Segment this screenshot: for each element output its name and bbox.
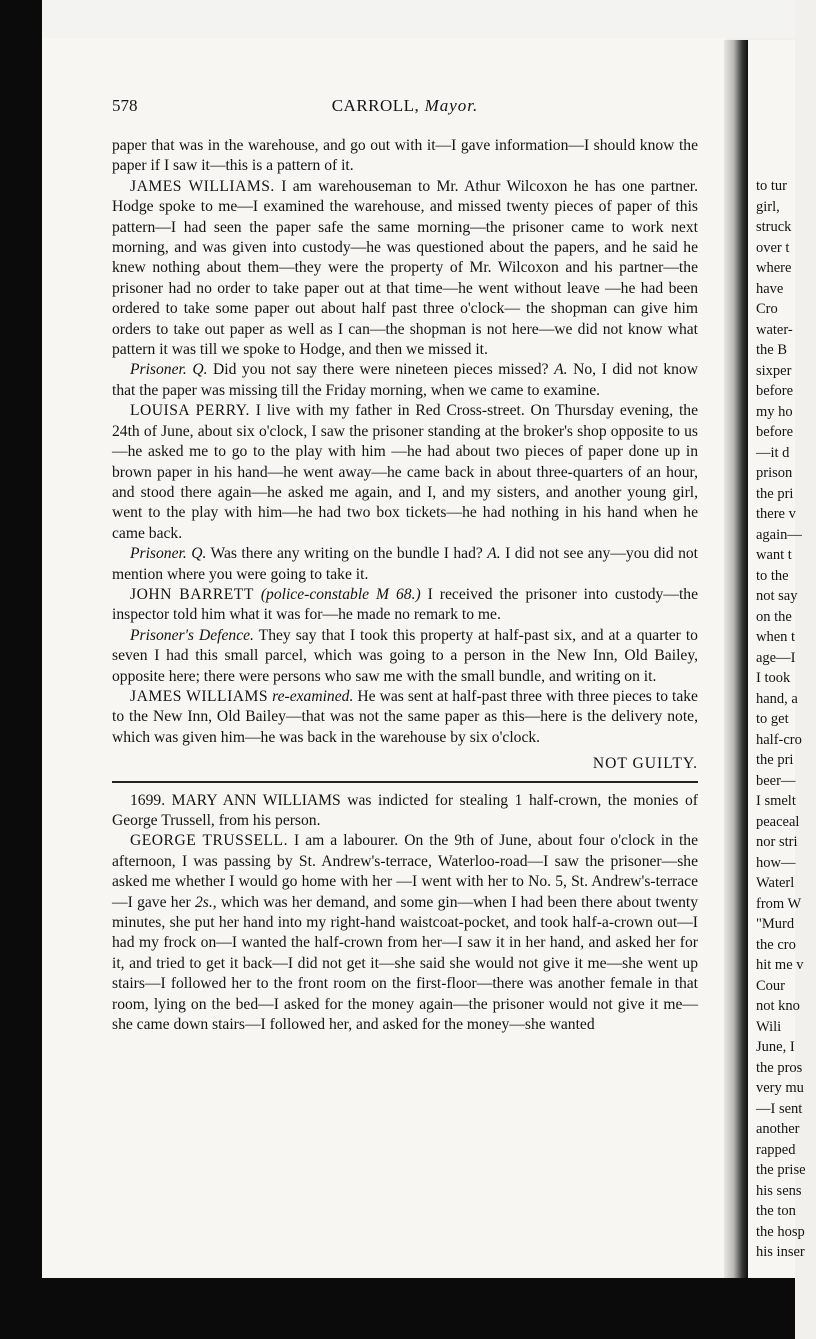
right-page-line: how— xyxy=(756,854,796,871)
right-page-line: Cro xyxy=(756,301,778,317)
right-page-text xyxy=(756,176,816,1263)
right-page-line: not say xyxy=(756,588,798,604)
testimony-james-williams: JAMES WILLIAMS. I am warehouseman to Mr. Athur Wilcoxon he has one partner. Hodge spoke to me—I examined the warehouse, and missed twenty pieces of paper of this pattern—I had seen the paper safe the same morning—the prisoner came to work next morning, and was given into custody—he was questioned about the papers, and he said he knew nothing about them—they were the property of Mr. Wilcoxon and his partner—the prisoner had no order to take paper out at that time—he went without leave —he had been ordered to take some paper out about half past three o'clock— the shopman can give him orders to take out paper as well as I can—the shopman is not here—we did not know what pattern it was till we spoke to Hodge, and then we missed it. xyxy=(112,177,698,359)
paragraph: paper that was in the warehouse, and go out with it—I gave information—I should know the paper if I saw it—this is a pattern of it. xyxy=(112,137,698,175)
right-page-line: when t xyxy=(756,629,796,645)
case-number: 1699. xyxy=(130,791,166,809)
right-page-line: struck xyxy=(756,219,792,235)
right-page-line: before xyxy=(756,424,794,440)
right-page-line: hit me v xyxy=(756,957,804,973)
right-page-line: have xyxy=(756,280,784,297)
scan-bottom-border xyxy=(0,1278,795,1339)
right-page-line: another xyxy=(756,1121,800,1137)
testimony-john-barrett: JOHN BARRETT (police-constable M 68.) I received the prisoner into custody—the inspector told him what it was for—he made no remark to me. xyxy=(112,585,698,624)
prisoner-question: Prisoner. Q. Did you not say there were nineteen pieces missed? A. No, I did not know that the paper was missing till the Friday morning, when we came to examine. xyxy=(112,361,698,399)
right-page-line: the B xyxy=(756,342,788,358)
prisoner-defence: Prisoner's Defence. They say that I took this property at half-past six, and at a quarter to seven I had this small parcel, which was going to a person in the New Inn, Old Bailey, opposite here; there were persons who saw me with the small bundle, and writing on it. xyxy=(112,626,698,685)
case-heading: 1699. MARY ANN WILLIAMS was indicted for stealing 1 half-crown, the monies of George Trussell, from his person. xyxy=(112,791,698,829)
right-page-line: not kno xyxy=(756,998,800,1014)
right-page-line: nor stri xyxy=(756,834,798,850)
right-page-line: where xyxy=(756,260,792,276)
right-page-line: age—I xyxy=(756,649,796,666)
scan-top-margin xyxy=(0,0,795,38)
right-page-line: hand, a xyxy=(756,690,798,707)
speaker-name: JOHN BARRETT xyxy=(130,585,254,603)
right-page-line: on the xyxy=(756,608,792,625)
right-page-line: half-cro xyxy=(756,731,802,748)
right-page-line: the ton xyxy=(756,1203,796,1219)
right-page-line: Cour xyxy=(756,977,785,994)
right-page-line: the prise xyxy=(756,1162,806,1178)
right-page-line: from W xyxy=(756,895,802,912)
right-page-line: —I sent xyxy=(756,1100,803,1117)
right-page-line: there v xyxy=(756,506,796,522)
right-page-line: the hosp xyxy=(756,1223,805,1240)
right-page-line: I took xyxy=(756,670,791,686)
speaker-name: JAMES WILLIAMS. xyxy=(130,177,275,195)
right-page-line: over t xyxy=(756,239,790,256)
right-page-line: water- xyxy=(756,321,793,338)
right-page-line: prison xyxy=(756,465,793,481)
section-divider xyxy=(112,781,698,783)
right-page-line: sixper xyxy=(756,362,792,379)
speaker-name: JAMES WILLIAMS xyxy=(130,687,269,705)
right-page-line: the pros xyxy=(756,1059,803,1076)
right-page-line: very mu xyxy=(756,1080,804,1096)
right-page-line: Waterl xyxy=(756,875,795,891)
page-number: 578 xyxy=(112,96,138,115)
right-page-line: to the xyxy=(756,567,789,584)
running-title: CARROLL, Mayor. xyxy=(331,96,479,115)
scan-left-border xyxy=(0,0,42,1339)
right-page-line: to get xyxy=(756,711,789,727)
right-page-line: Wili xyxy=(756,1018,782,1035)
right-page-line: —it d xyxy=(756,444,790,461)
right-page-line: to tur xyxy=(756,178,788,194)
right-page-line: girl, xyxy=(756,198,780,215)
right-page-line: the pri xyxy=(756,485,794,502)
right-page-line: "Murd xyxy=(756,916,795,932)
book-gutter xyxy=(724,40,748,1278)
right-page-line: the pri xyxy=(756,752,794,768)
right-page-line: beer— xyxy=(756,772,796,789)
right-page-line: my ho xyxy=(756,403,793,420)
right-page-line: his inser xyxy=(756,1244,805,1260)
testimony-george-trussell: GEORGE TRUSSELL. I am a labourer. On the 9th of June, about four o'clock in the afternoon, I was passing by St. Andrew's-terrace, Waterloo-road—I saw the prisoner—she asked me whether I would go home with her —I went with her to No. 5, St. Andrew's-terrace—I gave her 2s., which was her demand, and some gin—when I had been there about twenty minutes, she put her hand into my right-hand waistcoat-pocket, and took half-a-crown out—I had my frock on—I wanted the half-crown from her—I saw it in her hand, and asked her for it, and tried to get it back—I did not get it—she said she would not give it me—she went up stairs—I followed her to the front room on the first-floor—there was another female in that room, lying on the bed—I asked for the money again—the prisoner would not give it me— she came down stairs—I followed her, and asked for the money—she wanted xyxy=(112,832,698,1034)
right-page-line: before xyxy=(756,383,794,399)
testimony-james-williams-reexamined: JAMES WILLIAMS re-examined. He was sent at half-past three with three pieces to take to the New Inn, Old Bailey—that was not the same paper as this—here is the delivery note, which was given him—he was back in the warehouse by six o'clock. xyxy=(112,687,698,746)
right-page-line: peaceal xyxy=(756,813,800,830)
right-page-line: I smelt xyxy=(756,793,796,809)
right-page-line: the cro xyxy=(756,936,796,953)
right-page-line: his sens xyxy=(756,1182,802,1199)
verdict: NOT GUILTY. xyxy=(592,755,698,773)
speaker-name: GEORGE TRUSSELL. xyxy=(130,832,288,850)
speaker-name: LOUISA PERRY. xyxy=(130,402,250,420)
running-head xyxy=(112,96,698,136)
right-page-line: want t xyxy=(756,547,792,563)
prisoner-question: Prisoner. Q. Was there any writing on the bundle I had? A. I did not see any—you did not mention where you were going to take it. xyxy=(112,545,699,583)
right-page xyxy=(748,40,806,1278)
right-page-line: June, I xyxy=(756,1039,795,1055)
right-page-line: rapped xyxy=(756,1141,796,1158)
testimony-louisa-perry: LOUISA PERRY. I live with my father in Red Cross-street. On Thursday evening, the 24th of June, about six o'clock, I saw the prisoner standing at the broker's shop opposite to us—he asked me to go to the play with him —he had about two pieces of paper done up in brown paper in his hand—he went away—he came back in about three-quarters of an hour, and stood there again—he asked me again, and I, and my sisters, and another young girl, went to the play with him—he had two box tickets—he had nothing in his hand when he came back. xyxy=(112,402,699,542)
page-content xyxy=(112,96,698,1035)
right-page-line: again— xyxy=(756,526,802,543)
